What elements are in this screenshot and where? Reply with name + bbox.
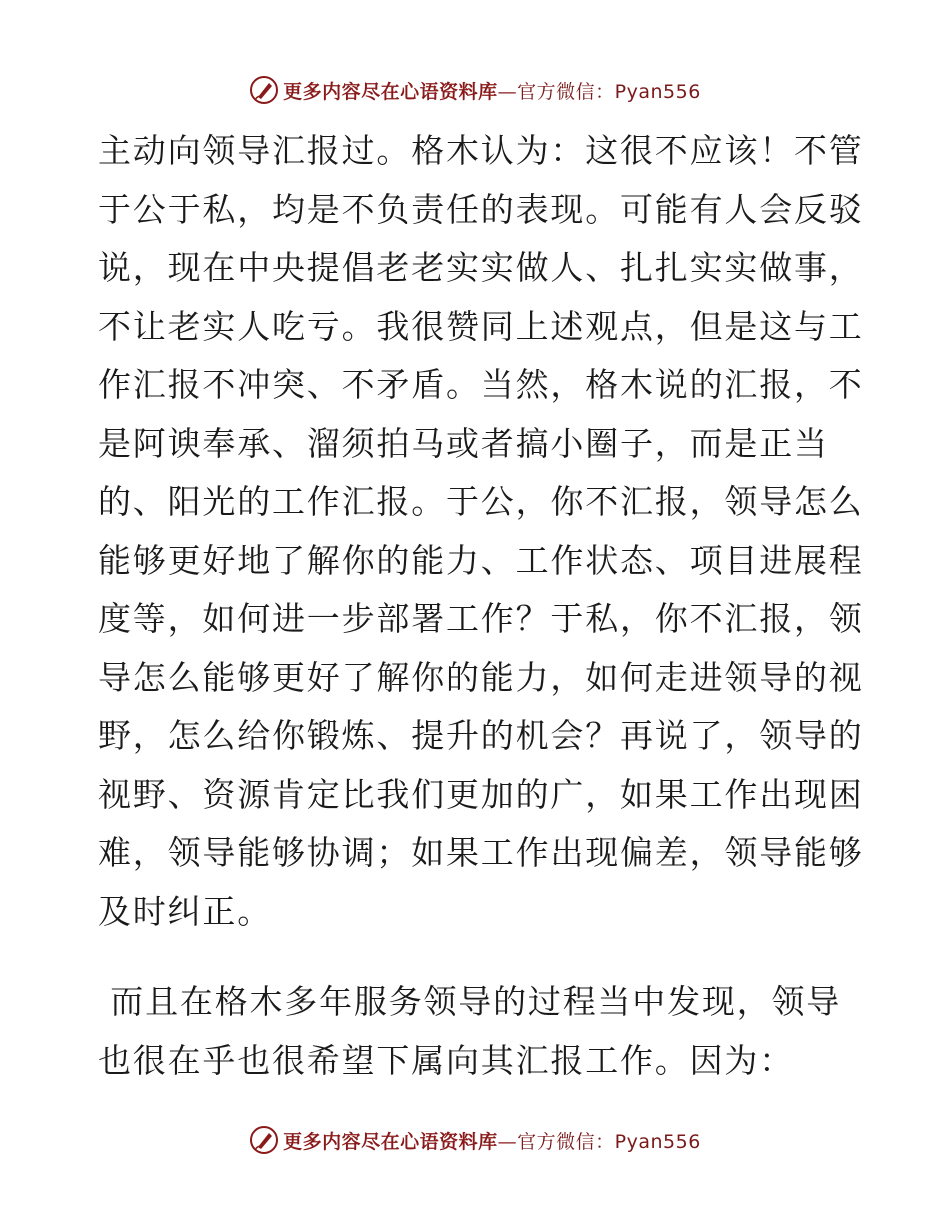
- header-banner-wechat: 官方微信：Pyan556: [517, 80, 701, 103]
- text-line: 是阿谀奉承、溜须拍马或者搞小圈子，而是正当: [98, 423, 829, 463]
- text-line: 主动向领导汇报过。格木认为：这很不应该！不管: [98, 131, 864, 170]
- text-line: 能够更好地了解你的能力、工作状态、项目进展程: [98, 540, 864, 580]
- paragraph-spacer: [98, 941, 854, 973]
- paragraph-2: [98, 973, 854, 1090]
- footer-banner-wechat: 官方微信：Pyan556: [517, 1130, 701, 1153]
- text-line: 视野、资源肯定比我们更加的广，如果工作出现困: [98, 774, 864, 814]
- header-banner: [0, 70, 950, 110]
- text-line: 于公于私，均是不负责任的表现。可能有人会反驳: [98, 189, 864, 229]
- footer-banner-title: 更多内容尽在心语资料库: [283, 1130, 498, 1153]
- text-line: 的、阳光的工作汇报。于公，你不汇报，领导怎么: [98, 482, 864, 521]
- text-line: 作汇报不冲突、不矛盾。当然，格木说的汇报，不: [98, 365, 864, 404]
- text-line: 不让老实人吃亏。我很赞同上述观点，但是这与工: [98, 306, 864, 346]
- footer-banner-dash: —: [497, 1130, 518, 1153]
- text-line: 难，领导能够协调；如果工作出现偏差，领导能够: [98, 833, 864, 872]
- text-line: 说，现在中央提倡老老实实做人、扎扎实实做事，: [98, 248, 864, 287]
- header-banner-title: 更多内容尽在心语资料库: [283, 80, 498, 103]
- text-line: 野，怎么给你锻炼、提升的机会？再说了，领导的: [98, 716, 864, 755]
- paragraph-1: [98, 122, 864, 941]
- text-line: 也很在乎也很希望下属向其汇报工作。因为：: [98, 1040, 794, 1080]
- footer-banner-text: [283, 1127, 701, 1154]
- text-line: 而且在格木多年服务领导的过程当中发现，领导: [98, 982, 842, 1021]
- text-line: 导怎么能够更好了解你的能力，如何走进领导的视: [98, 657, 864, 697]
- header-banner-text: [283, 77, 701, 104]
- document-body: [98, 122, 864, 1090]
- header-banner-dash: —: [497, 80, 518, 103]
- text-line: 度等，如何进一步部署工作？于私，你不汇报，领: [98, 599, 864, 638]
- quill-pen-logo-icon: [249, 1125, 279, 1155]
- quill-pen-logo-icon: [249, 75, 279, 105]
- footer-banner: [0, 1120, 950, 1160]
- text-line: 及时纠正。: [98, 891, 272, 931]
